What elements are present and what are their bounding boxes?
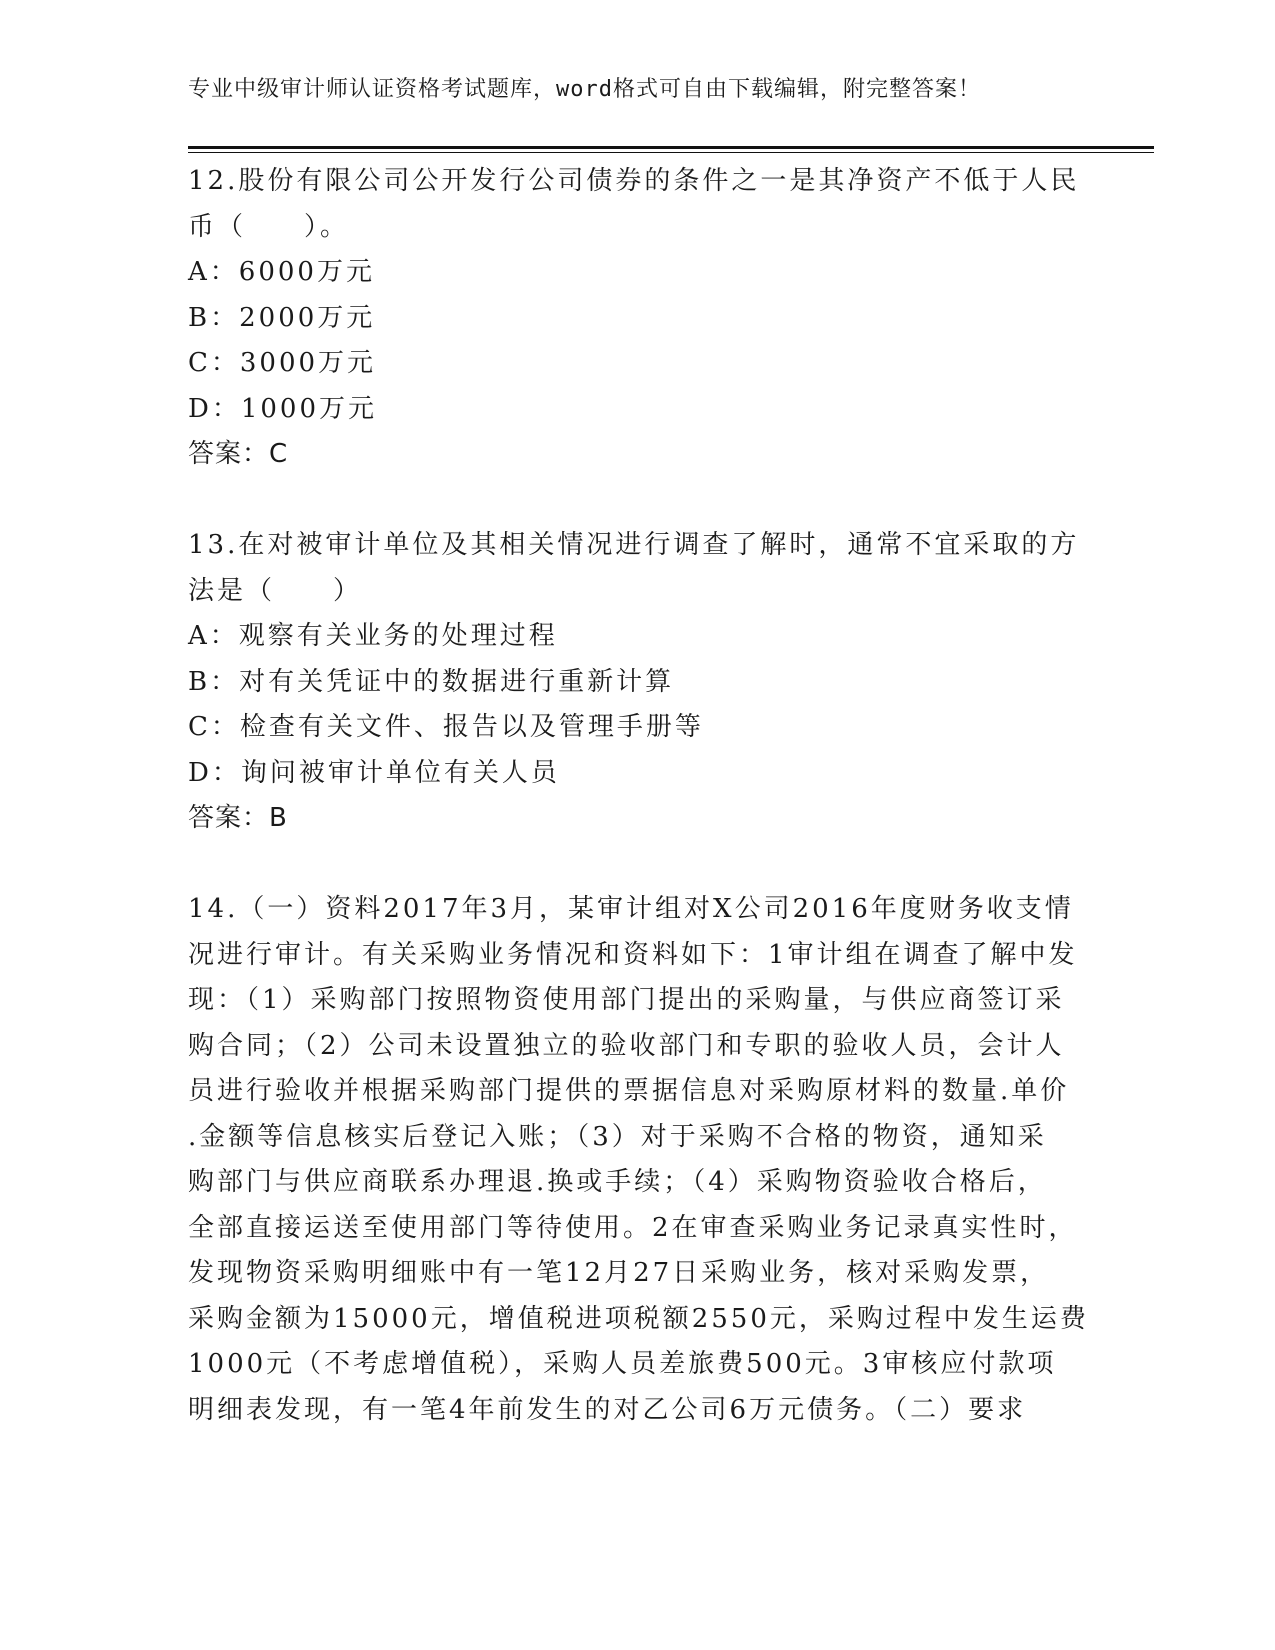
question-stem-line: 购合同；（2）公司未设置独立的验收部门和专职的验收人员，会计人: [188, 1030, 1065, 1061]
option-c: C：3000万元: [188, 348, 377, 378]
question-stem-line: 明细表发现，有一笔4年前发生的对乙公司6万元债务。（二）要求: [188, 1394, 1027, 1425]
question-stem-line: .金额等信息核实后登记入账；（3）对于采购不合格的物资，通知采: [188, 1121, 1047, 1152]
question-spacer: [188, 842, 1088, 888]
question-stem-line: 14.（一）资料2017年3月，某审计组对X公司2016年度财务收支情: [188, 894, 1074, 924]
option-b: B：对有关凭证中的数据进行重新计算: [188, 666, 675, 697]
option-a: A：6000万元: [188, 257, 375, 287]
question-13: [188, 523, 1088, 842]
answer-text: 答案：C: [188, 439, 289, 469]
question-stem-line: 1000元（不考虑增值税），采购人员差旅费500元。3审核应付款项: [188, 1349, 1057, 1379]
header-divider-thick: [188, 146, 1154, 149]
option-b: B：2000万元: [188, 302, 376, 333]
option-c: C：检查有关文件、报告以及管理手册等: [188, 712, 704, 742]
question-stem-line: 币（ ）。: [188, 211, 350, 242]
question-stem-line: 员进行验收并根据采购部门提供的票据信息对采购原材料的数量.单价: [188, 1076, 1070, 1106]
question-stem-line: 法是（ ）: [188, 575, 363, 606]
question-content: [188, 159, 1088, 1433]
page-header-text: 专业中级审计师认证资格考试题库，word格式可自由下载编辑，附完整答案！: [188, 77, 981, 102]
question-spacer: [188, 478, 1088, 524]
question-stem-line: 12.股份有限公司公开发行公司债券的条件之一是其净资产不低于人民: [188, 166, 1080, 196]
question-stem-line: 发现物资采购明细账中有一笔12月27日采购业务，核对采购发票，: [188, 1258, 1050, 1288]
question-stem-line: 现：（1）采购部门按照物资使用部门提出的采购量，与供应商签订采: [188, 985, 1065, 1015]
option-a: A：观察有关业务的处理过程: [188, 621, 558, 651]
answer-text: 答案：B: [188, 803, 288, 833]
question-14: [188, 887, 1088, 1433]
question-stem-line: 全部直接运送至使用部门等待使用。2在审查采购业务记录真实性时，: [188, 1212, 1078, 1243]
question-12: [188, 159, 1088, 478]
option-d: D：询问被审计单位有关人员: [188, 757, 560, 788]
header-divider-thin: [188, 152, 1154, 153]
question-stem-line: 采购金额为15000元，增值税进项税额2550元，采购过程中发生运费: [188, 1303, 1089, 1334]
question-stem-line: 13.在对被审计单位及其相关情况进行调查了解时，通常不宜采取的方: [188, 530, 1080, 560]
option-d: D：1000万元: [188, 393, 378, 424]
question-stem-line: 况进行审计。有关采购业务情况和资料如下：1审计组在调查了解中发: [188, 939, 1078, 970]
question-stem-line: 购部门与供应商联系办理退.换或手续；（4）采购物资验收合格后，: [188, 1167, 1047, 1197]
